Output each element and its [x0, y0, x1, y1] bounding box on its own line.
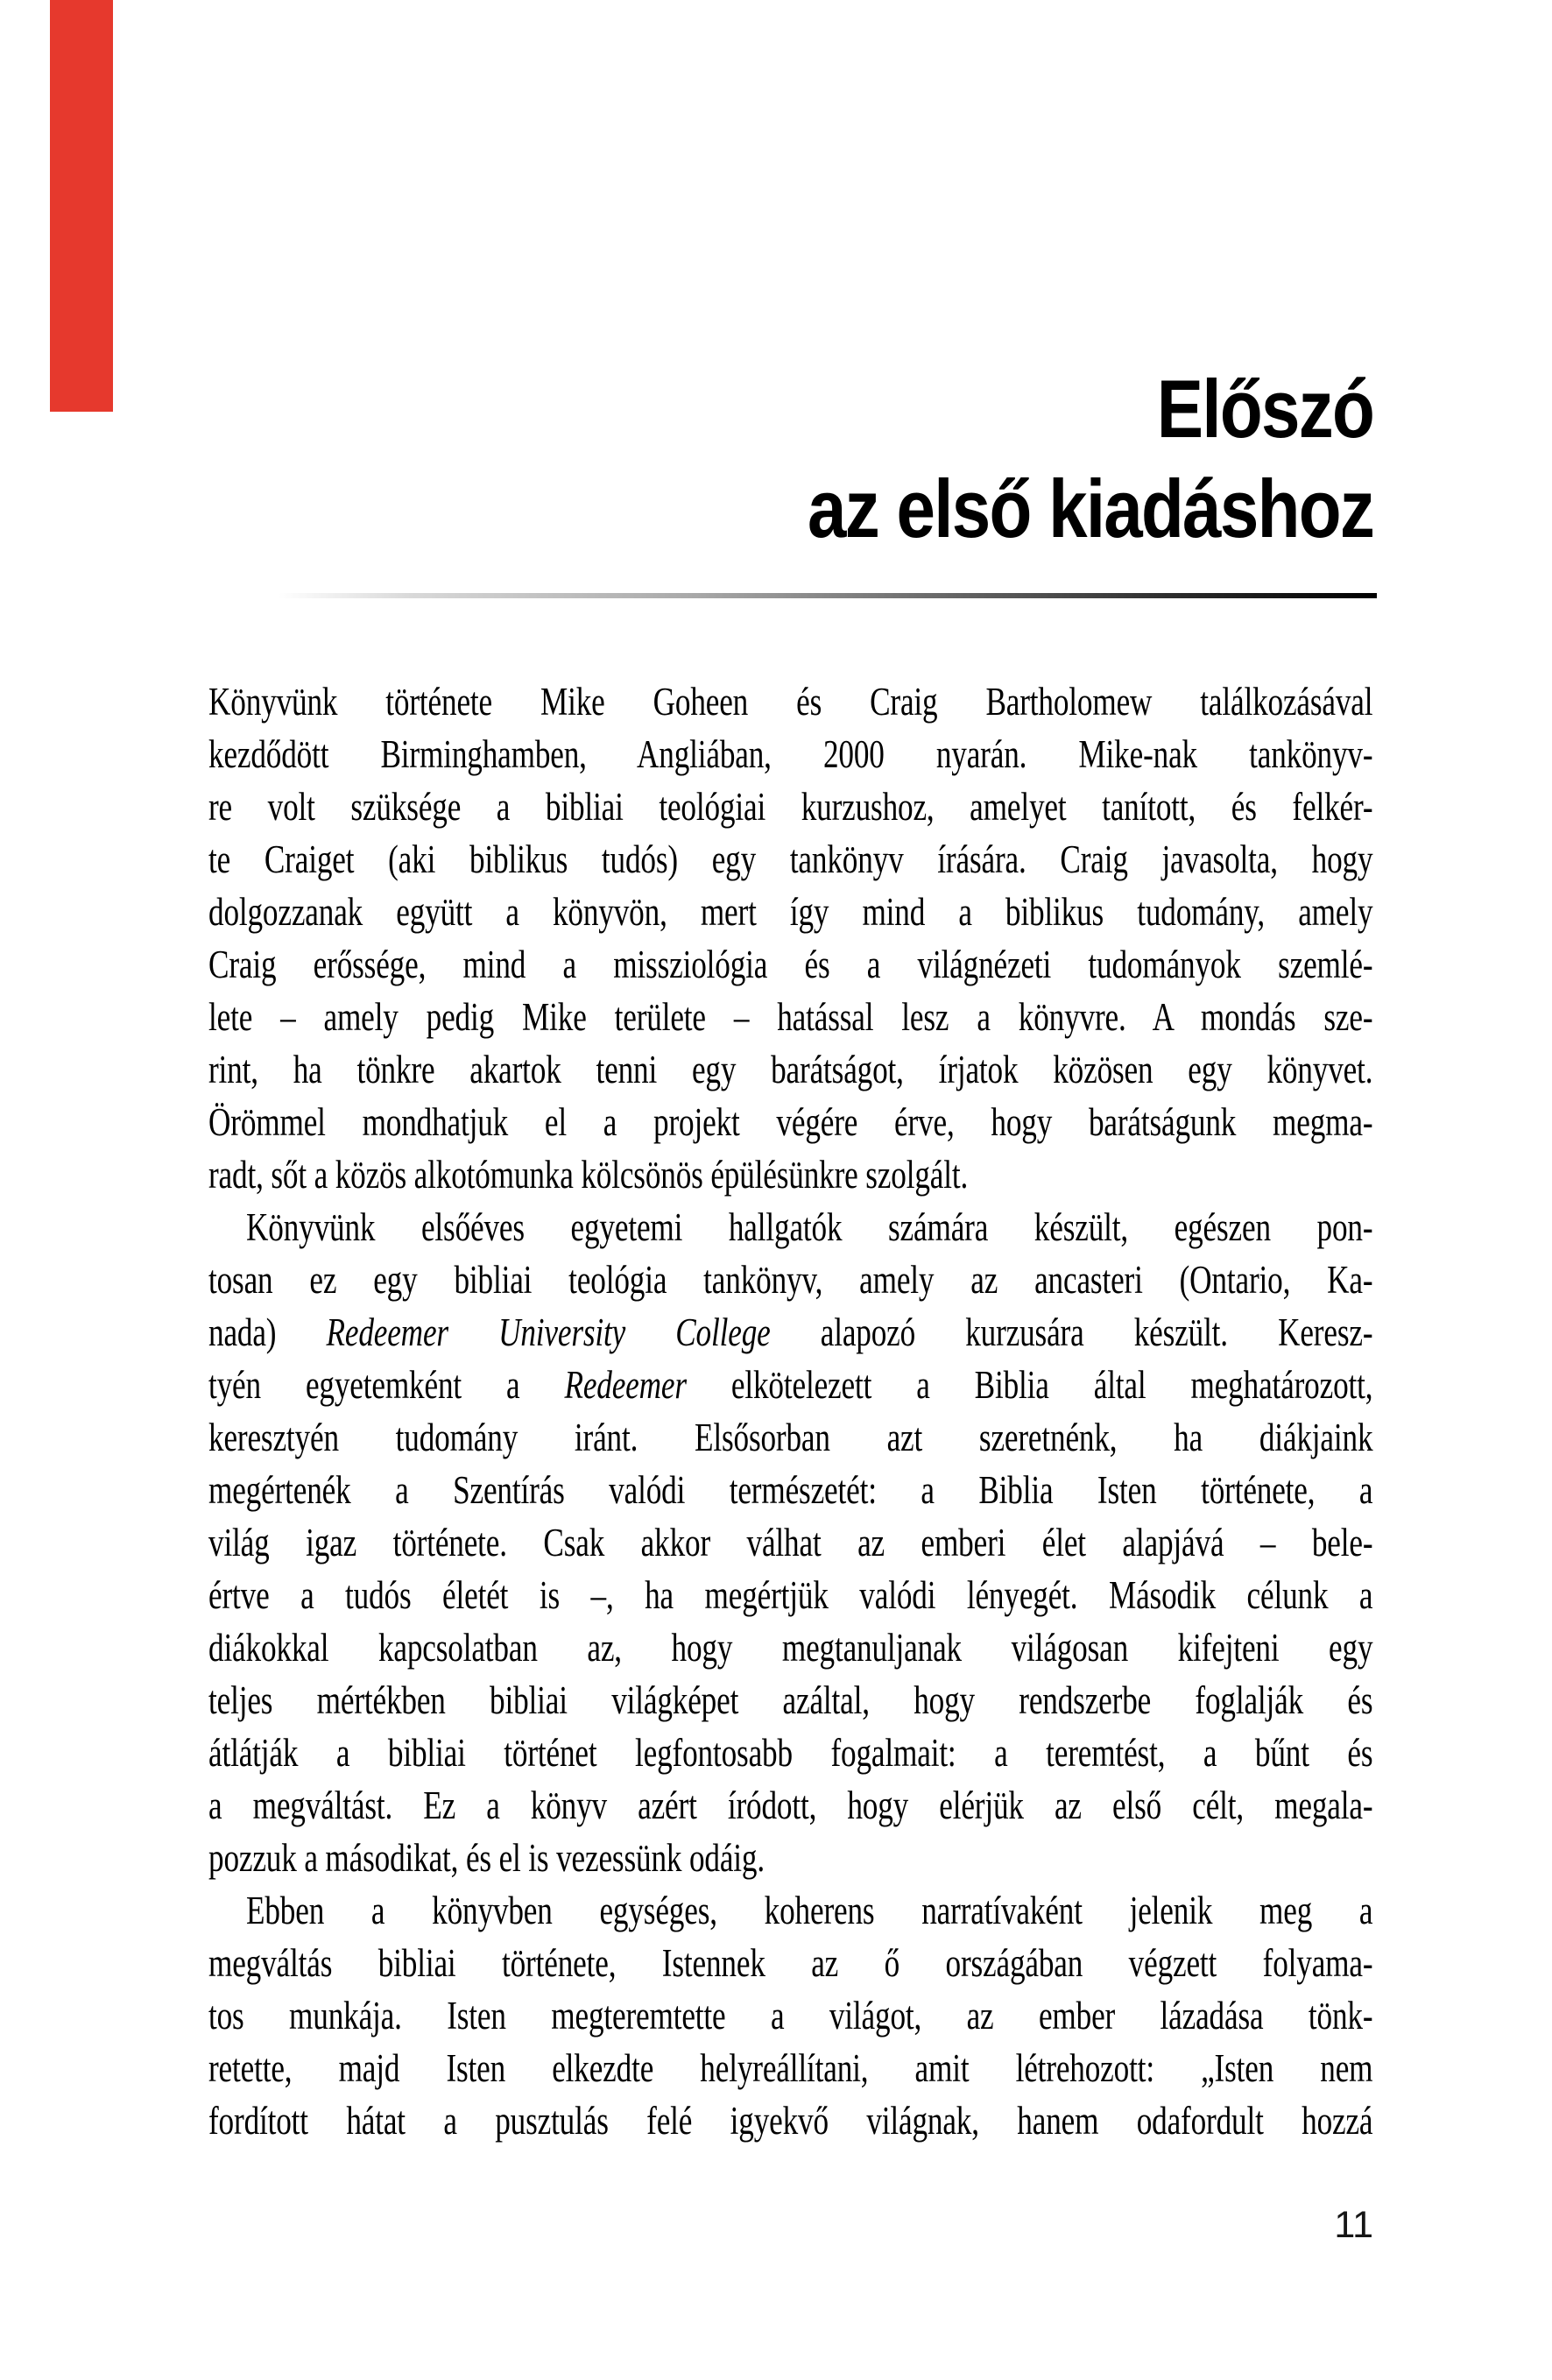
text-line	[208, 1884, 1372, 1937]
text-line	[208, 1937, 1372, 1989]
plain-text: tos munkája. Isten megteremtette a világot, az ember lázadása tönk-	[208, 1994, 1373, 2037]
plain-text: megváltás bibliai története, Istennek az ő országában végzett folyama-	[208, 1941, 1373, 1985]
plain-text: értve a tudós életét is –, ha megértjük valódi lényegét. Második célunk a	[208, 1573, 1373, 1617]
plain-text: Könyvünk elsőéves egyetemi hallgatók számára készült, egészen pon-	[246, 1205, 1373, 1249]
text-line	[208, 1254, 1372, 1306]
plain-text: lete – amely pedig Mike területe – hatással lesz a könyvre. A mondás sze-	[208, 995, 1373, 1039]
text-line	[208, 1569, 1372, 1621]
text-line	[208, 991, 1372, 1043]
plain-text: diákokkal kapcsolatban az, hogy megtanuljanak világosan kifejteni egy	[208, 1626, 1373, 1670]
plain-text: dolgozzanak együtt a könyvön, mert így mind a biblikus tudomány, amely	[208, 890, 1373, 934]
text-line	[208, 1621, 1372, 1674]
plain-text: retette, majd Isten elkezdte helyreállítani, amit létrehozott: „Isten nem	[208, 2046, 1373, 2090]
text-line	[208, 886, 1372, 938]
text-line	[208, 1411, 1372, 1464]
italic-text: Redeemer	[564, 1363, 687, 1407]
plain-text: tyén egyetemként a	[208, 1363, 565, 1407]
plain-text: Örömmel mondhatjuk el a projekt végére érve, hogy barátságunk megma-	[208, 1100, 1373, 1144]
text-line	[208, 1148, 1372, 1201]
text-line	[208, 2094, 1372, 2147]
plain-text: rint, ha tönkre akartok tenni egy barátságot, írjatok közösen egy könyvet.	[208, 1048, 1373, 1091]
page-title-inner	[808, 359, 1373, 559]
plain-text: átlátják a bibliai történet legfontosabb fogalmait: a teremtést, a bűnt és	[208, 1731, 1373, 1775]
text-line	[208, 1043, 1372, 1096]
text-line	[208, 1832, 1372, 1884]
text-line	[208, 780, 1372, 833]
text-line	[208, 1674, 1372, 1727]
text-line	[208, 1779, 1372, 1832]
page-number: 11	[1334, 2204, 1373, 2246]
plain-text: nada)	[208, 1310, 327, 1354]
plain-text: teljes mértékben bibliai világképet azáltal, hogy rendszerbe foglalják és	[208, 1678, 1373, 1722]
text-line	[208, 1727, 1372, 1779]
plain-text: keresztyén tudomány iránt. Elsősorban azt szeretnénk, ha diákjaink	[208, 1416, 1373, 1459]
body-text	[208, 675, 1373, 2147]
body-text-inner	[208, 675, 1372, 2147]
text-line	[208, 1464, 1372, 1516]
text-line	[208, 1989, 1372, 2042]
chapter-color-tab	[50, 0, 113, 412]
title-rule	[279, 593, 1377, 598]
page-title	[322, 359, 1373, 559]
text-line	[208, 1201, 1372, 1254]
text-line	[208, 1306, 1372, 1359]
plain-text: megértenék a Szentírás valódi természetét: a Biblia Isten története, a	[208, 1468, 1373, 1512]
plain-text: pozzuk a másodikat, és el is vezessünk odáig.	[208, 1836, 765, 1880]
plain-text: Ebben a könyvben egységes, koherens narratívaként jelenik meg a	[246, 1889, 1373, 1932]
plain-text: Craig erőssége, mind a missziológia és a világnézeti tudományok szemlé-	[208, 943, 1373, 986]
text-line	[208, 1516, 1372, 1569]
plain-text: Könyvünk története Mike Goheen és Craig Bartholomew találkozásával	[208, 680, 1373, 724]
plain-text: elkötelezett a Biblia által meghatározott,	[686, 1363, 1373, 1407]
title-line-2: az első kiadáshoz	[807, 463, 1373, 554]
plain-text: a megváltást. Ez a könyv azért íródott, hogy elérjük az első célt, megala-	[208, 1783, 1373, 1827]
plain-text: tosan ez egy bibliai teológia tankönyv, amely az ancasteri (Ontario, Ka-	[208, 1258, 1373, 1302]
plain-text: te Craiget (aki biblikus tudós) egy tankönyv írására. Craig javasolta, hogy	[208, 837, 1373, 881]
plain-text: alapozó kurzusára készült. Keresz-	[770, 1310, 1373, 1354]
text-line	[208, 2042, 1372, 2094]
plain-text: világ igaz története. Csak akkor válhat az emberi élet alapjává – bele-	[208, 1521, 1373, 1564]
text-line	[208, 1359, 1372, 1411]
plain-text: radt, sőt a közös alkotómunka kölcsönös épülésünkre szolgált.	[208, 1153, 969, 1197]
plain-text: re volt szüksége a bibliai teológiai kurzushoz, amelyet tanított, és felkér-	[208, 785, 1373, 829]
plain-text: fordított hátat a pusztulás felé igyekvő világnak, hanem odafordult hozzá	[208, 2099, 1373, 2143]
text-line	[208, 1096, 1372, 1148]
italic-text: Redeemer University College	[326, 1310, 771, 1354]
text-line	[208, 833, 1372, 886]
text-line	[208, 675, 1372, 728]
title-line-1: Előszó	[1156, 363, 1373, 455]
text-line	[208, 938, 1372, 991]
text-line	[208, 728, 1372, 780]
plain-text: kezdődött Birminghamben, Angliában, 2000 nyarán. Mike-nak tankönyv-	[208, 732, 1373, 776]
